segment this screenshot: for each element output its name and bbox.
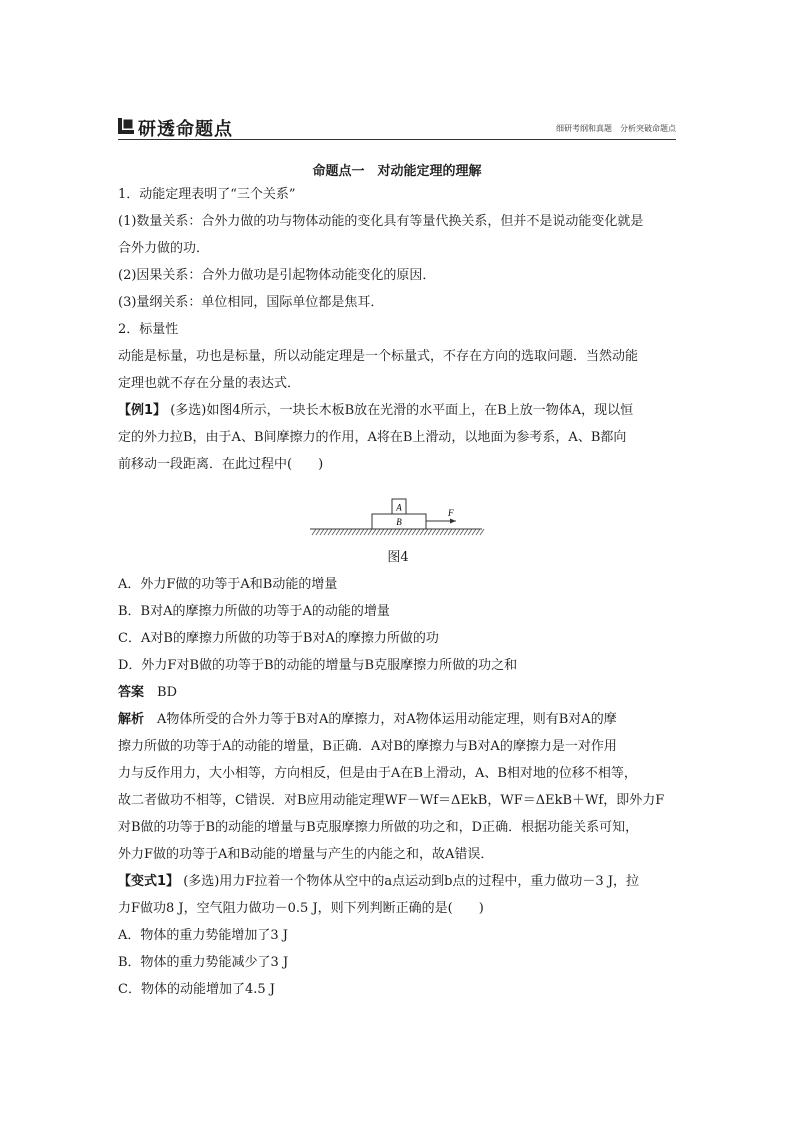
example1-option-b: B．B对A的摩擦力所做的功等于A的动能的增量 bbox=[118, 604, 390, 619]
figure-4-diagram bbox=[310, 481, 486, 541]
example1-line3: 前移动一段距离．在此过程中( ) bbox=[118, 457, 324, 472]
point1-item3: (3)量纲关系：单位相同，国际单位都是焦耳． bbox=[118, 295, 384, 310]
force-arrowhead bbox=[450, 519, 456, 524]
variant1-option-c: C．物体的动能增加了4.5 J bbox=[118, 982, 275, 997]
main-content bbox=[118, 181, 678, 1003]
point1-item1-line2: 合外力做的功． bbox=[118, 241, 210, 256]
example1-text-line1: (多选)如图4所示，一块长木板B放在光滑的水平面上，在B上放一物体A，现以恒 bbox=[170, 403, 634, 418]
analysis-line3: 力与反作用力，大小相等，方向相反，但是由于A在B上滑动，A、B相对地的位移不相等， bbox=[118, 766, 637, 781]
variant1-option-b: B．物体的重力势能减少了3 J bbox=[118, 955, 289, 970]
header-subtitle: 细研考纲和真题 分析突破命题点 bbox=[556, 124, 676, 133]
answer-label: 答案 bbox=[118, 685, 145, 700]
ground-hatch bbox=[310, 529, 484, 535]
point1-heading: 1．动能定理表明了“三个关系” bbox=[118, 187, 296, 202]
analysis-label: 解析 bbox=[118, 712, 145, 727]
answer-value: BD bbox=[157, 685, 178, 700]
example1-option-d: D．外力F对B做的功等于B的动能的增量与B克服摩擦力所做的功之和 bbox=[118, 658, 518, 673]
point2-heading: 2．标量性 bbox=[118, 322, 179, 337]
variant1-text-line1: (多选)用力F拉着一个物体从空中的a点运动到b点的过程中，重力做功－3 J，拉 bbox=[183, 874, 640, 889]
example1-tag: 【例1】 bbox=[118, 403, 167, 418]
figure-4 bbox=[118, 478, 678, 544]
analysis-line4: 故二者做功不相等，C错误．对B应用动能定理WF－Wf＝ΔEkB，WF＝ΔEkB＋Wf，即外力F bbox=[118, 793, 665, 808]
example1-line1 bbox=[118, 397, 678, 424]
section-square-icon bbox=[118, 118, 134, 134]
point1-item1-line1: (1)数量关系：合外力做的功与物体动能的变化具有等量代换关系，但并不是说动能变化就是 bbox=[118, 214, 644, 229]
analysis-text-line1: A物体所受的合外力等于B对A的摩擦力，对A物体运用动能定理，则有B对A的摩 bbox=[157, 712, 617, 727]
label-b: B bbox=[396, 517, 402, 527]
header-title: 研透命题点 bbox=[138, 119, 233, 140]
point2-text-line2: 定理也就不存在分量的表达式． bbox=[118, 376, 301, 391]
page-header bbox=[118, 113, 676, 139]
example1-option-a: A．外力F做的功等于A和B动能的增量 bbox=[118, 577, 338, 592]
example1-line2: 定的外力拉B，由于A、B间摩擦力的作用，A将在B上滑动，以地面为参考系，A、B都向 bbox=[118, 430, 627, 445]
example1-option-c: C．A对B的摩擦力所做的功等于B对A的摩擦力所做的功 bbox=[118, 631, 439, 646]
point2-text-line1: 动能是标量，功也是标量，所以动能定理是一个标量式，不存在方向的选取问题．当然动能 bbox=[118, 349, 639, 364]
label-f: F bbox=[448, 508, 454, 518]
point1-item2: (2)因果关系：合外力做功是引起物体动能变化的原因． bbox=[118, 268, 436, 283]
analysis-line5: 对B做的功等于B的动能的增量与B克服摩擦力所做的功之和，D正确．根据功能关系可知， bbox=[118, 820, 639, 835]
label-a: A bbox=[396, 502, 402, 513]
analysis-line6: 外力F做的功等于A和B动能的增量与产生的内能之和，故A错误． bbox=[118, 847, 494, 862]
header-rule bbox=[118, 139, 676, 140]
analysis-line2: 擦力所做的功等于A的动能的增量，B正确．A对B的摩擦力与B对A的摩擦力是一对作用 bbox=[118, 739, 617, 754]
figure-4-caption: 图4 bbox=[387, 550, 409, 565]
variant1-line2: 力F做功8 J，空气阻力做功－0.5 J，则下列判断正确的是( ) bbox=[118, 901, 484, 916]
section-title: 命题点一 对动能定理的理解 bbox=[312, 164, 482, 179]
variant1-option-a: A．物体的重力势能增加了3 J bbox=[118, 928, 289, 943]
example1-answer bbox=[118, 679, 678, 706]
variant1-line1 bbox=[118, 868, 678, 895]
analysis-line1 bbox=[118, 706, 678, 733]
variant1-tag: 【变式1】 bbox=[118, 874, 180, 889]
